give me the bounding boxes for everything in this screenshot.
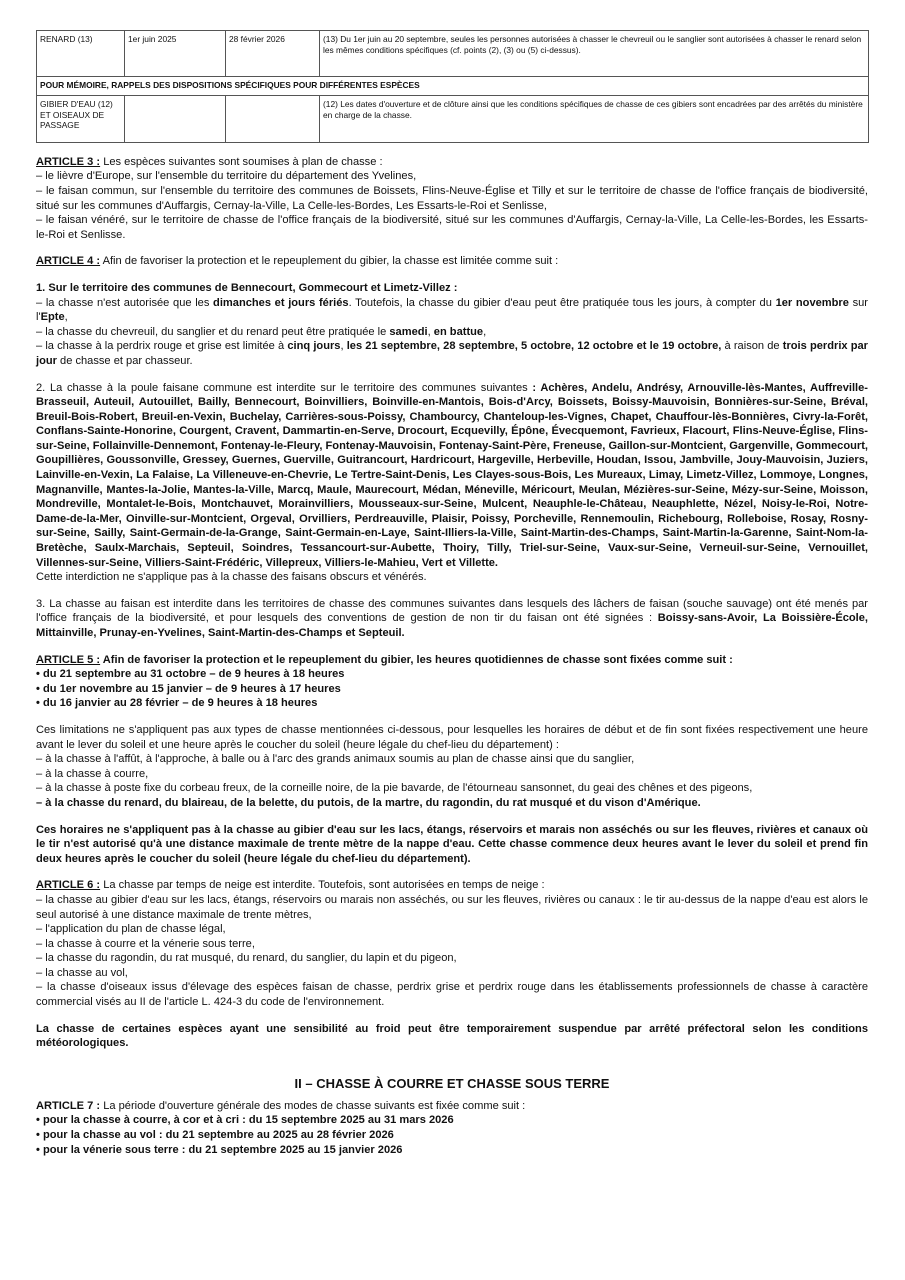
list-item: – le lièvre d'Europe, sur l'ensemble du territoire du département des Yvelines,: [36, 170, 417, 183]
article-label: ARTICLE 6 :: [36, 879, 101, 892]
communes-list-paragraph: 2. La chasse à la poule faisane commune est interdite sur le territoire des communes suivantes : Achères, Andelu, Andrésy, Arnouville-lès-Mantes, Auffreville-Brasseuil, Auteuil, Autouillet, Bailly, Bennecourt, Boinvilliers, Boinville-en-Mantois, Bois-d'Arcy, Boissets, Boissy-Mauvoisin, Bonnières-sur-Seine, Bréval, Breuil-Bois-Robert, Breuil-en-Vexin, Buchelay, Carrières-sous-Poissy, Chambourcy, Chanteloup-les-Vignes, Chapet, Chauffour-lès-Bonnières, Civry-la-Forêt, Conflans-Sainte-Honorine, Courgent, Cravent, Dammartin-en-Serve, Drocourt, Ecquevilly, Épône, Évecquemont, Favrieux, Flacourt, Flins-Neuve-Église, Flins-sur-Seine, Follainville-Dennemont, Fontenay-le-Fleury, Fontenay-Mauvoisin, Fontenay-Saint-Père, Freneuse, Gaillon-sur-Montcient, Gargenville, Gommecourt, Goupillières, Goussonville, Gressey, Guernes, Guerville, Guitrancourt, Hardricourt, Hargeville, Herbeville, Houdan, Issou, Jambville, Jouy-Mauvoisin, Juziers, Lainville-en-Vexin, La Falaise, La Villeneuve-en-Chevrie, Le Tertre-Saint-Denis, Les Clayes-sous-Bois, Les Mureaux, Limay, Limetz-Villez, Lommoye, Longnes, Magnanville, Mantes-la-Jolie, Mantes-la-Ville, Marcq, Maule, Maurecourt, Médan, Méneville, Méricourt, Meulan, Mézières-sur-Seine, Mézy-sur-Seine, Moisson, Mondreville, Montalet-le-Bois, Montchauvet, Morainvilliers, Mousseaux-sur-Seine, Mulcent, Neauphle-le-Château, Neauphlette, Nézel, Noisy-le-Roi, Notre-Dame-de-la-Mer, Oinville-sur-Montcient, Orgeval, Orvilliers, Perdreauville, Plaisir, Poissy, Porcheville, Rennemoulin, Richebourg, Rolleboise, Rosay, Rosny-sur-Seine, Sailly, Saint-Germain-de-la-Grange, Saint-Germain-en-Laye, Saint-Illiers-la-Ville, Saint-Martin-des-Champs, Saint-Martin-la-Garenne, Saint-Nom-la-Bretèche, Saulx-Marchais, Septeuil, Soindres, Tessancourt-sur-Aubette, Thoiry, Tilly, Triel-sur-Seine, Vaux-sur-Seine, Verneuil-sur-Seine, Vernouillet, Villennes-sur-Seine, Villiers-Saint-Frédéric, Villepreux, Villiers-le-Mahieu, Vert et Villette.: [36, 381, 868, 569]
list-item: – à la chasse à l'affût, à l'approche, à balle ou à l'arc des grands animaux soumis au plan de chasse ainsi que du sanglier,: [36, 753, 635, 766]
article-4: [36, 254, 868, 269]
list-item: • du 1er novembre au 15 janvier – de 9 heures à 17 heures: [36, 682, 341, 695]
article-5: [36, 653, 868, 668]
list-item: • pour la chasse au vol : du 21 septembre au 2025 au 28 février 2026: [36, 1129, 394, 1142]
list-item: – la chasse d'oiseaux issus d'élevage des espèces faisan de chasse, perdrix grise et perdrix rouge dans les établissements professionnels de chasse à caractère commercial visés au II de l'article L. 424-3 du code de l'environnement.: [36, 981, 868, 1009]
species-cell: GIBIER D'EAU (12) ET OISEAUX DE PASSAGE: [37, 95, 125, 142]
close-date-cell: [226, 95, 320, 142]
list-item: – à la chasse à courre,: [36, 767, 149, 780]
list-item: – la chasse à courre et la vénerie sous terre,: [36, 937, 255, 950]
list-item: • pour la chasse à courre, à cor et à cri : du 15 septembre 2025 au 31 mars 2026: [36, 1114, 454, 1127]
list-item: – la chasse à la perdrix rouge et grise est limitée à cinq jours, les 21 septembre, 28 septembre, 5 octobre, 12 octobre et le 19 octobre, à raison de trois perdrix par jour de chasse et par chasseur.: [36, 340, 868, 367]
article-intro: La période d'ouverture générale des modes de chasse suivants est fixée comme suit :: [100, 1099, 526, 1112]
paragraph: Ces limitations ne s'appliquent pas aux types de chasse mentionnées ci-dessous, pour lesquelles les horaires de début et de fin sont fixées respectivement une heure avant le lever du soleil et une heure après le coucher du soleil (heure légale du chef-lieu du département) :: [36, 723, 868, 751]
article-label: ARTICLE 4 :: [36, 255, 101, 268]
close-date-cell: 28 février 2026: [226, 31, 320, 77]
list-item: – à la chasse à poste fixe du corbeau freux, de la corneille noire, de la pie bavarde, de l'étourneau sansonnet, du geai des chênes et des pigeons,: [36, 782, 753, 795]
notes-cell: (13) Du 1er juin au 20 septembre, seules les personnes autorisées à chasser le chevreuil ou le sanglier sont autorisées à chasser le renard selon les mêmes conditions spécifiques (cf. points (2), (3) ou (5) ci-dessus).: [320, 31, 869, 77]
list-item: – l'application du plan de chasse légal,: [36, 923, 226, 936]
notes-cell: (12) Les dates d'ouverture et de clôture ainsi que les conditions spécifiques de chasse de ces gibiers sont encadrées par des arrêtés du ministère en charge de la chasse.: [320, 95, 869, 142]
article-intro: Les espèces suivantes sont soumises à plan de chasse :: [100, 155, 383, 168]
paragraph: Cette interdiction ne s'applique pas à la chasse des faisans obscurs et vénérés.: [36, 571, 427, 584]
article-label: ARTICLE 3 :: [36, 155, 101, 168]
list-item: – la chasse au vol,: [36, 966, 128, 979]
hunting-periods-table: [36, 30, 869, 143]
paragraph: Ces horaires ne s'appliquent pas à la chasse au gibier d'eau sur les lacs, étangs, réservoirs et marais non asséchés ou sur les fleuves, rivières et canaux où le tir n'est autorisé qu'à une distance maximale de trente mètre de la nappe d'eau. Cette chasse commence deux heures avant le lever du soleil et prend fin deux heures après le coucher du soleil (heure légale du chef-lieu du département).: [36, 823, 868, 865]
memo-header: POUR MÉMOIRE, RAPPELS DES DISPOSITIONS SPÉCIFIQUES POUR DIFFÉRENTES ESPÈCES: [37, 77, 869, 96]
list-item: – à la chasse du renard, du blaireau, de la belette, du putois, de la martre, du ragondin, du rat musqué et du vison d'Amérique.: [36, 796, 701, 809]
open-date-cell: 1er juin 2025: [125, 31, 226, 77]
article-label: ARTICLE 7 :: [36, 1099, 101, 1112]
document-page: [36, 30, 868, 1157]
table-row: [37, 77, 869, 96]
communes-list-paragraph: 3. La chasse au faisan est interdite dans les territoires de chasse des communes suivantes dans lesquels des lâchers de faisan (souche sauvage) ont été menés par l'office français de la biodiversité, et pour lesquels des conventions de gestion de non tir du faisan ont été signées : Boissy-sans-Avoir, La Boissière-École, Mittainville, Prunay-en-Yvelines, Saint-Martin-des-Champs et Septeuil.: [36, 597, 868, 640]
list-item: – la chasse au gibier d'eau sur les lacs, étangs, réservoirs ou marais non asséchés, ou sur les fleuves, rivières ou canaux : le tir au-dessus de la nappe d'eau est alors le seul autorisé à une distance maximale de trente mètres,: [36, 893, 868, 921]
table-row: [37, 95, 869, 142]
article-label: ARTICLE 5 :: [36, 653, 101, 666]
list-item: • pour la vénerie sous terre : du 21 septembre 2025 au 15 janvier 2026: [36, 1143, 403, 1156]
paragraph: La chasse de certaines espèces ayant une sensibilité au froid peut être temporairement suspendue par arrêté préfectoral selon les conditions météorologiques.: [36, 1022, 868, 1050]
list-item: – le faisan vénéré, sur le territoire de chasse de l'office français de la biodiversité, situé sur les communes d'Auffargis, Cernay-la-Ville, La Celle-les-Bordes, les Essarts-le-Roi et Senlisse.: [36, 214, 868, 241]
article-intro: Afin de favoriser la protection et le repeuplement du gibier, la chasse est limitée comme suit :: [100, 255, 559, 268]
table-row: [37, 31, 869, 77]
list-item: – la chasse n'est autorisée que les dimanches et jours fériés. Toutefois, la chasse du gibier d'eau peut être pratiquée tous les jours, à compter du 1er novembre sur l'Epte,: [36, 296, 869, 324]
list-item: – la chasse du ragondin, du rat musqué, du renard, du sanglier, du lapin et du pigeon,: [36, 952, 457, 965]
paragraph-title: 1. Sur le territoire des communes de Bennecourt, Gommecourt et Limetz-Villez :: [36, 281, 458, 294]
list-item: – la chasse du chevreuil, du sanglier et du renard peut être pratiquée le samedi, en battue,: [36, 325, 487, 338]
article-7: [36, 1099, 868, 1114]
list-item: – le faisan commun, sur l'ensemble du territoire des communes de Boissets, Flins-Neuve-Église et Tilly et sur le territoire de chasse de l'office français de biodiversité, situé sur les communes d'Auffargis, Cernay-la-Ville, La Celle-les-Bordes, Les Essarts-le-Roi et Senlisse,: [36, 184, 868, 212]
list-item: • du 21 septembre au 31 octobre – de 9 heures à 18 heures: [36, 668, 345, 681]
article-3: [36, 155, 868, 170]
species-cell: RENARD (13): [37, 31, 125, 77]
list-item: • du 16 janvier au 28 février – de 9 heures à 18 heures: [36, 697, 318, 710]
open-date-cell: [125, 95, 226, 142]
article-6: [36, 878, 868, 893]
section-title: II – CHASSE À COURRE ET CHASSE SOUS TERRE: [294, 1075, 610, 1091]
article-intro: La chasse par temps de neige est interdite. Toutefois, sont autorisées en temps de neige :: [100, 879, 545, 892]
article-intro: Afin de favoriser la protection et le repeuplement du gibier, les heures quotidiennes de chasse sont fixées comme suit :: [100, 653, 733, 666]
